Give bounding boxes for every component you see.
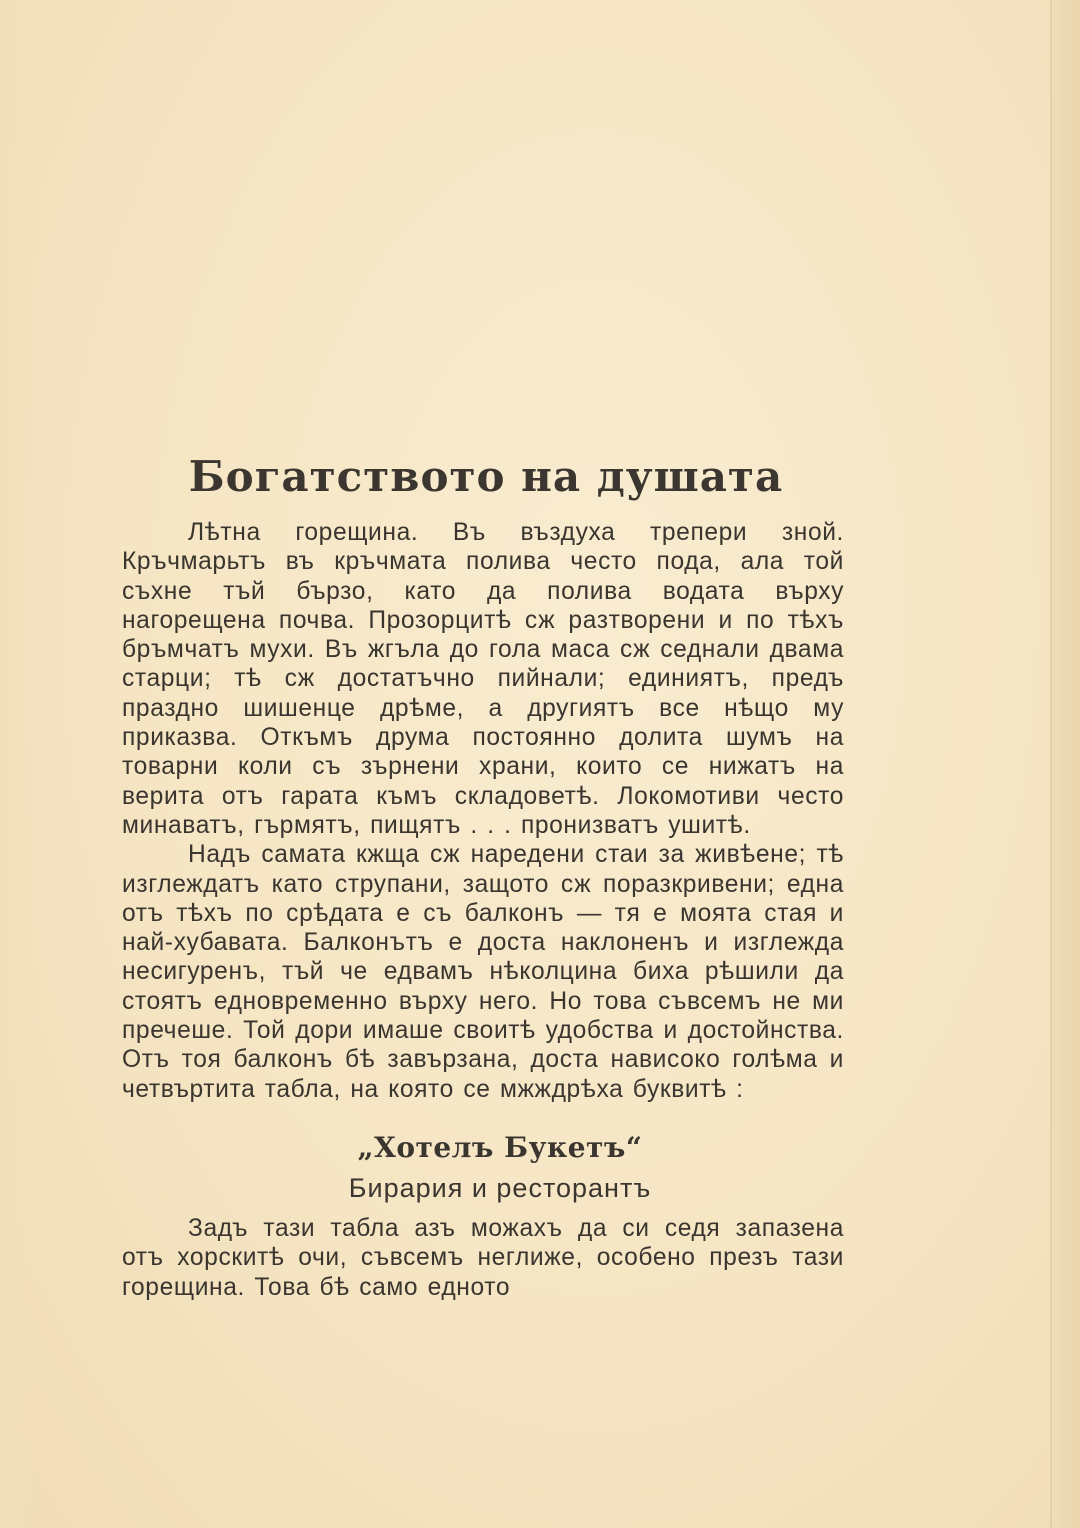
page-edge — [1052, 0, 1080, 1528]
chapter-title: Богатството на душата — [188, 452, 784, 501]
page-content — [122, 446, 844, 1302]
page-left-shadow — [0, 0, 40, 1528]
paragraph-3: Задъ тази табла азъ можахъ да си седя запазена отъ хорскитѣ очи, съвсемъ неглиже, особено презъ тази горещина. Това бѣ само едното — [122, 1214, 844, 1301]
sign-subtitle: Бирария и ресторантъ — [348, 1172, 652, 1203]
paragraph-1: Лѣтна горещина. Въ въздуха трепери зной. Кръчмарьтъ въ кръчмата полива често пода, ала той съхне тъй бързо, като да полива водата върху нагорещена почва. Прозорцитѣ сж разтворени и по тѣхъ бръмчатъ мухи. Въ жгъла до гола маса сж седнали двама старци; тѣ сж достатъчно пийнали; единиятъ, предъ праздно шишенце дрѣме, а другиятъ все нѣщо му приказва. Откъмъ друма постоянно долита шумъ на товарни коли съ зърнени храни, които се нижатъ на верита отъ гарата къмъ складоветѣ. Локомотиви често минаватъ, гърмятъ, пищятъ . . . пронизватъ ушитѣ. — [122, 519, 844, 839]
paragraph-2: Надъ самата кжща сж наредени стаи за живѣене; тѣ изглеждатъ като струпани, защото сж поразкривени; една отъ тѣхъ по срѣдата е съ балконъ — тя е моята стая и най-хубавата. Балконътъ е доста наклоненъ и изглежда несигуренъ, тъй че едвамъ нѣколцина биха рѣшили да стоятъ едновременно върху него. Но това съвсемъ не ми пречеше. Той дори имаше своитѣ удобства и достойнства. Отъ тоя балконъ бѣ завързана, доста нависоко голѣма и четвъртита табла, на която се мжждрѣха буквитѣ : — [122, 841, 844, 1103]
sign-title: „Хотелъ Букетъ“ — [357, 1130, 643, 1164]
